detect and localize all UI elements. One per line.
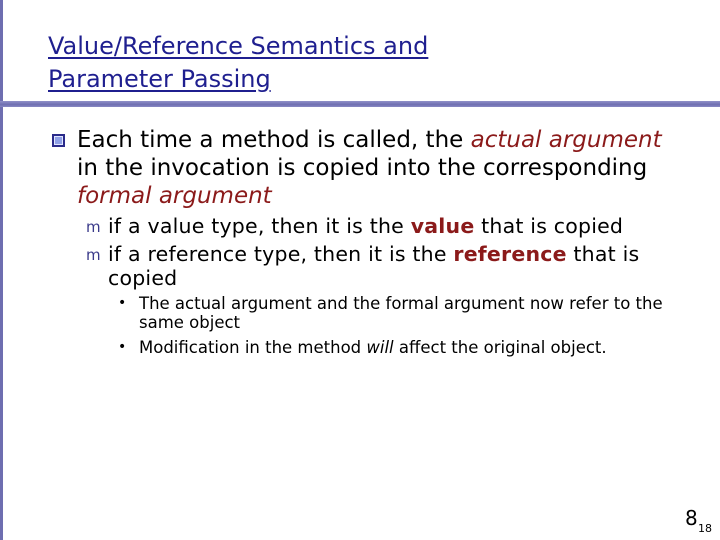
sub-bullet-suffix: that is copied xyxy=(474,214,624,238)
value-highlight: value xyxy=(410,214,475,238)
third-level-text: The actual argument and the formal argument now refer to the same object xyxy=(139,294,663,332)
sub-bullet-suffix: that is copied xyxy=(108,242,640,290)
slide-title xyxy=(48,30,428,96)
third-level-bullet-modification xyxy=(118,338,698,357)
checkbox-bullet-icon xyxy=(52,134,65,147)
sub-bullet-prefix: if a value type, then it is the xyxy=(108,214,411,238)
sub-bullet-text xyxy=(108,214,686,238)
third-level-text xyxy=(139,338,698,357)
main-bullet-text xyxy=(77,126,672,210)
sub-bullet-reference-type xyxy=(86,242,686,290)
main-bullet-part-2: in the invocation is copied into the corresponding xyxy=(77,155,648,181)
title-divider-rule xyxy=(0,101,720,107)
sub-bullet-marker-icon: m xyxy=(86,246,101,264)
main-bullet-part-1: Each time a method is called, the xyxy=(77,127,471,153)
slide-title-line-1: Value/Reference Semantics and xyxy=(48,32,429,60)
sub-bullet-value-type xyxy=(86,214,686,238)
actual-argument-emphasis: actual argument xyxy=(470,127,662,153)
left-vertical-rule xyxy=(0,0,3,540)
third-level-prefix: Modification in the method xyxy=(139,338,367,357)
page-number: 8 xyxy=(685,506,698,530)
main-bullet xyxy=(52,126,672,210)
dot-bullet-icon: • xyxy=(118,339,127,355)
sub-bullet-prefix: if a reference type, then it is the xyxy=(108,242,454,266)
sub-bullet-marker-icon: m xyxy=(86,218,101,236)
sub-bullet-text xyxy=(108,242,686,290)
formal-argument-emphasis: formal argument xyxy=(77,183,272,209)
slide-number: 18 xyxy=(698,522,712,535)
dot-bullet-icon: • xyxy=(118,295,127,311)
reference-highlight: reference xyxy=(453,242,567,266)
third-level-bullet-same-object xyxy=(118,294,698,332)
will-emphasis: will xyxy=(366,338,394,357)
third-level-suffix: affect the original object. xyxy=(393,338,607,357)
slide-title-line-2: Parameter Passing xyxy=(48,65,271,93)
